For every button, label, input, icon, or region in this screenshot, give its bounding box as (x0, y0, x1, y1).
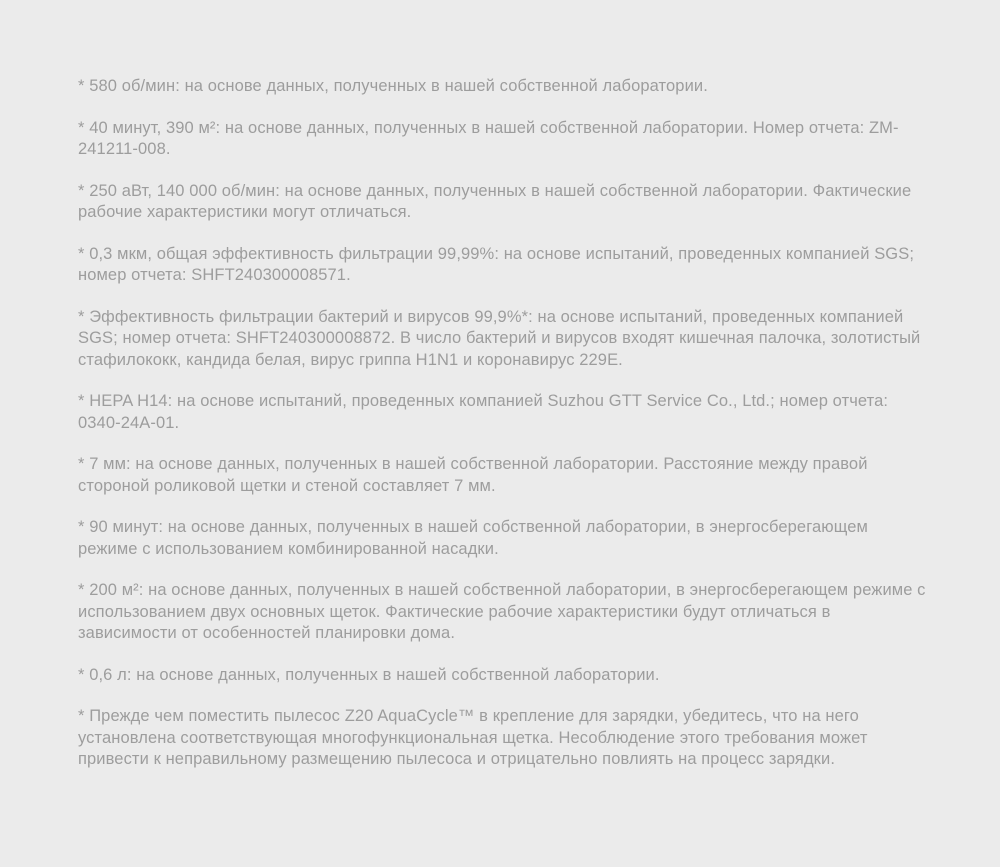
footnote-filtration-99-99: * 0,3 мкм, общая эффективность фильтрации 99,99%: на основе испытаний, проведенных компанией SGS; номер отчета: SHFT240300008571. (78, 244, 915, 284)
footnote-250-aw-140000-rpm: * 250 аВт, 140 000 об/мин: на основе данных, полученных в нашей собственной лаборатории. Фактические рабочие характеристики могут отличаться. (78, 181, 912, 221)
footnote-hepa-h14: * HEPA H14: на основе испытаний, проведенных компанией Suzhou GTT Service Co., Ltd.; номер отчета: 0340-24A-01. (78, 392, 889, 432)
footnote-0-6-l: * 0,6 л: на основе данных, полученных в нашей собственной лаборатории. (78, 665, 660, 684)
footnote-bacteria-viruses-99-9: * Эффективность фильтрации бактерий и вирусов 99,9%*: на основе испытаний, проведенных компанией SGS; номер отчета: SHFT240300008872. В число бактерий и вирусов входят кишечная палочка, золотистый стафилококк, кандида белая, вирус гриппа H1N1 и коронавирус 229E. (78, 307, 921, 369)
footnote-580-rpm: * 580 об/мин: на основе данных, полученных в нашей собственной лаборатории. (78, 77, 708, 95)
footnote-200-m2: * 200 м²: на основе данных, полученных в нашей собственной лаборатории, в энергосберегающем режиме с использованием двух основных щеток. Фактические рабочие характеристики будут отличаться в зависимости от особенностей планировки дома. (78, 581, 926, 642)
footnote-charging-dock: * Прежде чем поместить пылесос Z20 AquaCycle™ в крепление для зарядки, убедитесь, что на него установлена соответствующая многофункциональная щетка. Несоблюдение этого требования может привести к неправильному размещению пылесоса и отрицательно повлиять на процесс зарядки. (78, 707, 868, 768)
footnote-7-mm: * 7 мм: на основе данных, полученных в нашей собственной лаборатории. Расстояние между правой стороной роликовой щетки и стеной составляет 7 мм. (78, 455, 868, 495)
footnote-90-min: * 90 минут: на основе данных, полученных в нашей собственной лаборатории, в энергосберегающем режиме с использованием комбинированной насадки. (78, 518, 868, 558)
footnote-40-min-390-m2: * 40 минут, 390 м²: на основе данных, полученных в нашей собственной лаборатории. Номер отчета: ZM-241211-008. (78, 118, 899, 158)
